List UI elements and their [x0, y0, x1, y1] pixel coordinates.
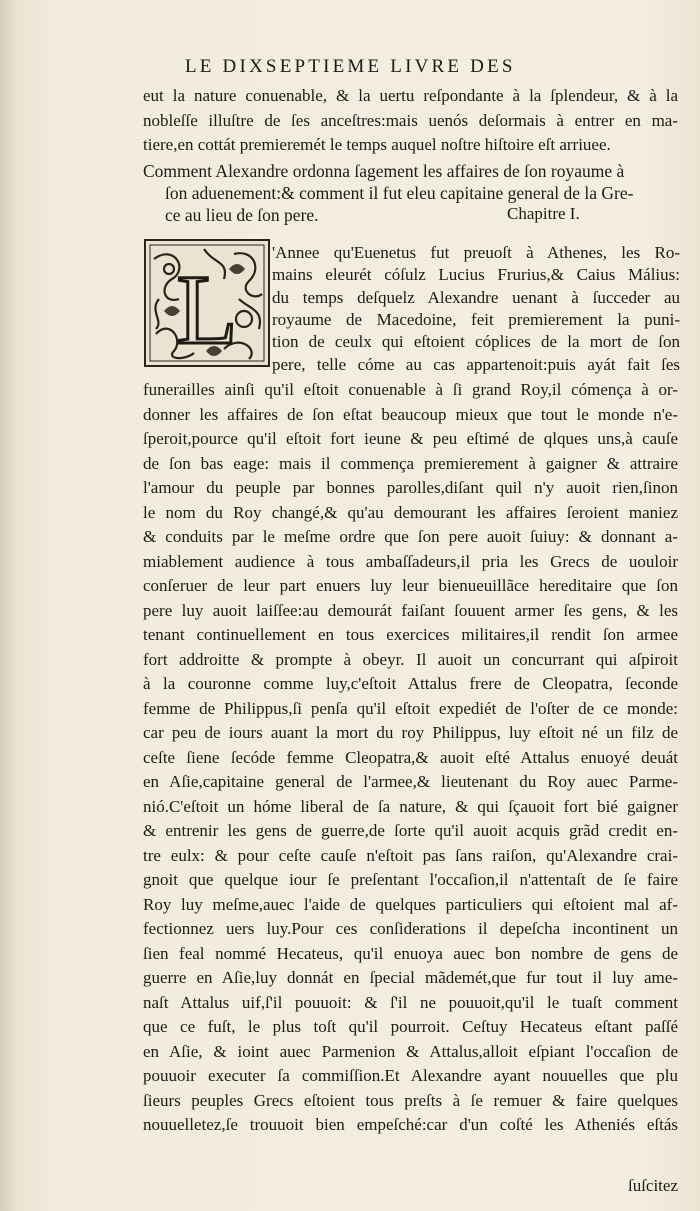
body-line: naſt Attalus uif,ſ'il pouuoit: & ſ'il ne pouuoit,qu'il le tuaſt comment — [143, 992, 678, 1012]
body-line: & conduits par le meſme ordre que ſon pere auoit ſuiuy: & donnant a- — [143, 527, 678, 546]
body-line: à la couronne comme luy,c'eſtoit Attalus frere de Cleopatra, ſeconde — [143, 674, 678, 693]
running-head: LE DIXSEPTIEME LIVRE DES — [185, 56, 516, 77]
body-line: conſeruer de leur part enuers luy leur bienueuillãce hereditaire que ſon — [143, 576, 678, 595]
body-line: ceſte ſiene ſecóde femme Cleopatra,& auoit eſté Attalus enuoyé deuát — [143, 747, 678, 767]
drop-cap-line: pere, telle cóme au cas appartenoit:puis ayát fait ſes — [272, 354, 680, 374]
body-line: tre eulx: & pour ceſte cauſe n'eſtoit pas ſans raiſon, qu'Alexandre crai- — [143, 845, 678, 865]
body-line: guerre en Aſie,luy donnát en ſpecial mãdemét,que fur tout il luy ame- — [143, 968, 678, 987]
body-line: ſieurs peuples Grecs eſtoient tous preſts à ſe remuer & faire quelques — [143, 1090, 678, 1110]
body-line: en Aſie,capitaine general de l'armee,& lieutenant du Roy auec Parme- — [143, 772, 678, 791]
drop-cap-line: 'Annee qu'Euenetus fut preuoſt à Athenes, les Ro- — [272, 243, 680, 262]
intro-line: eut la nature conuenable, & la uertu reſpondante à la ſplendeur, & à la — [143, 86, 678, 105]
body-line: donner les affaires de ſon eſtat beaucoup mieux que tout le monde n'e- — [143, 404, 678, 424]
body-line: gnoit que quelque iour ſe preſentant l'occaſion,il n'attentaſt de ſe faire — [143, 870, 678, 889]
intro-line: tiere,en cottát premieremét le temps auquel noſtre hiſtoire eſt arriuee. — [143, 135, 611, 154]
initial-letter: L — [176, 254, 238, 365]
body-line: pere luy auoit laiſſee:au demourát faiſant ſouuent armer ſes gens, & les — [143, 600, 678, 620]
body-line: que ce fuſt, le plus toſt qu'il pourroit. Ceſtuy Hecateus eſtant paſſé — [143, 1017, 678, 1036]
page-gutter-shade — [0, 0, 18, 1211]
body-line: l'amour du peuple par bonnes parolles,diſant quil n'y auoit rien,ſinon — [143, 478, 678, 497]
body-line: miablement audience à tous ambaſſadeurs,il pria les Grecs de uouloir — [143, 551, 678, 571]
decorated-initial-icon — [144, 239, 270, 367]
body-line: nouuelletez,ſe trouuoit bien empeſché:car d'un coſté les Atheniés eſtás — [143, 1115, 678, 1134]
body-line: & entrenir les gens de guerre,de ſorte qu'il auoit acquis grãd credit en- — [143, 821, 678, 840]
body-line: fectionnez uers luy.Pour ces conſiderations il depeſcha incontinent un — [143, 919, 678, 938]
body-line: Roy luy meſme,auec l'aide de quelques particuliers qui eſtoient mal af- — [143, 894, 678, 914]
body-line: pouuoir executer ſa commiſſion.Et Alexandre ayant nouuelles que plu — [143, 1066, 678, 1085]
body-line: femme de Philippus,ſi penſa qu'il eſtoit expediét de l'oſter de ce monde: — [143, 698, 678, 718]
body-line: le nom du Roy changé,& qu'au demourant les affaires ſeroient maniez — [143, 502, 678, 522]
body-line: en Aſie, & ioint auec Parmenion & Attalus,alloit eſpiant l'occaſion de — [143, 1041, 678, 1061]
drop-cap-line: du temps deſquelz Alexandre uenant à ſucceder au — [272, 287, 680, 307]
body-line: funerailles ainſi qu'il eſtoit conuenable à ſi grand Roy,il cómença à or- — [143, 380, 678, 399]
body-line: ſien feal nommé Hecateus, qu'il enuoya auec bon nombre de gens de — [143, 943, 678, 963]
chapter-heading-line: ce au lieu de ſon pere. — [165, 205, 319, 225]
chapter-label: Chapitre I. — [507, 204, 580, 223]
body-line: nió.C'eſtoit un hóme liberal de ſa nature, & qui ſçauoit fort bié gaigner — [143, 796, 678, 816]
body-line: tenant continuellement en tous exercices militaires,il rendit ſon armee — [143, 625, 678, 644]
body-line: car peu de iours auant la mort du roy Philippus, luy eſtoit né un filz de — [143, 723, 678, 742]
drop-cap-line: mains eleurét cóſulz Lucius Frurius,& Caius Málius: — [272, 265, 680, 285]
intro-line: nobleſſe illuſtre de ſes anceſtres:mais uenós deſormais à entrer en ma- — [143, 110, 678, 130]
catchword: ſuſcitez — [627, 1176, 678, 1195]
drop-cap-line: royaume de Macedoine, feit premierement la puni- — [272, 309, 680, 329]
body-line: fort addroitte & prompte à obeyr. Il auoit un concurrant qui aſpiroit — [143, 649, 678, 669]
chapter-heading-line: Comment Alexandre ordonna ſagement les affaires de ſon royaume à — [143, 161, 625, 181]
body-line: de ſon bas eage: mais il commença premierement à gaigner & attraire — [143, 453, 678, 473]
chapter-heading-line: ſon aduenement:& comment il fut eleu capitaine general de la Gre- — [165, 183, 634, 203]
body-line: ſperoit,pource qu'il eſtoit fort ieune & peu eſtimé de qlques uns,à cauſe — [143, 429, 678, 448]
drop-cap-line: tion de ceulx qui eſtoient cóplices de la mort de ſon — [272, 332, 680, 352]
